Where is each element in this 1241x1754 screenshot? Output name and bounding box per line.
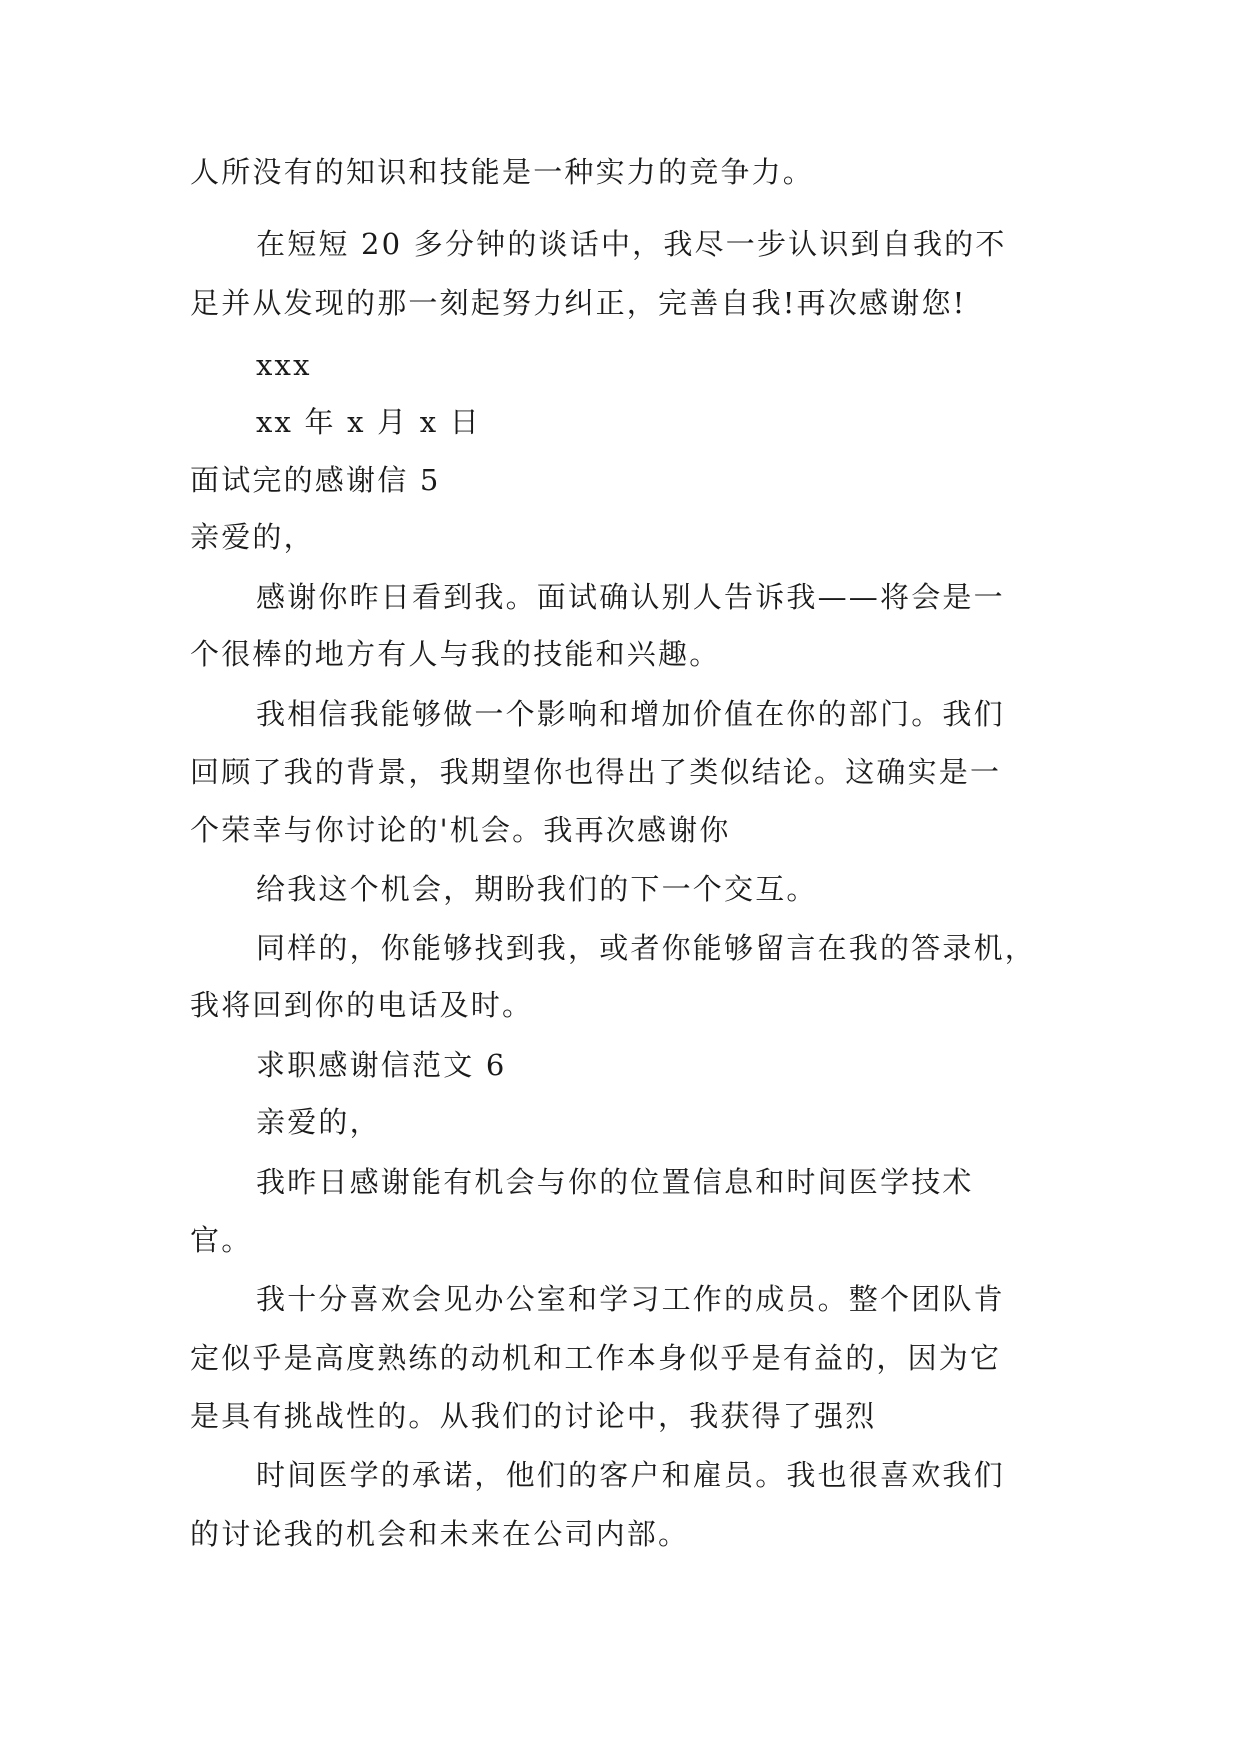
salutation: 亲爱的， <box>190 520 315 554</box>
text-line: 的讨论我的机会和未来在公司内部。 <box>190 1517 690 1551</box>
text-line: 我将回到你的电话及时。 <box>190 988 534 1022</box>
text-line: 我十分喜欢会见办公室和学习工作的成员。整个团队肯 <box>256 1282 1005 1316</box>
text-line: 我昨日感谢能有机会与你的位置信息和时间医学技术 <box>256 1165 974 1199</box>
section-heading: 面试完的感谢信 5 <box>190 463 441 497</box>
text-line: 个很棒的地方有人与我的技能和兴趣。 <box>190 637 721 671</box>
text-line: 在短短 20 多分钟的谈话中，我尽一步认识到自我的不 <box>256 227 1007 261</box>
text-line: 给我这个机会，期盼我们的下一个交互。 <box>256 872 818 906</box>
text-line: 个荣幸与你讨论的'机会。我再次感谢你 <box>190 813 731 847</box>
text-line: 官。 <box>190 1223 253 1257</box>
section-heading: 求职感谢信范文 6 <box>256 1048 507 1082</box>
signature-date: xx 年 x 月 x 日 <box>256 405 481 439</box>
signature-name: xxx <box>256 348 312 382</box>
text-line: 时间医学的承诺，他们的客户和雇员。我也很喜欢我们 <box>256 1458 1005 1492</box>
text-line: 同样的，你能够找到我，或者你能够留言在我的答录机， <box>256 931 1037 965</box>
salutation: 亲爱的， <box>256 1105 381 1139</box>
text-line: 感谢你昨日看到我。面试确认别人告诉我——将会是一 <box>256 580 1005 614</box>
text-line: 回顾了我的背景，我期望你也得出了类似结论。这确实是一 <box>190 755 1002 789</box>
text-line: 足并从发现的那一刻起努力纠正，完善自我!再次感谢您! <box>190 286 967 320</box>
text-line: 我相信我能够做一个影响和增加价值在你的部门。我们 <box>256 697 1005 731</box>
text-line: 人所没有的知识和技能是一种实力的竞争力。 <box>190 155 815 189</box>
text-line: 定似乎是高度熟练的动机和工作本身似乎是有益的，因为它 <box>190 1341 1002 1375</box>
text-line: 是具有挑战性的。从我们的讨论中，我获得了强烈 <box>190 1399 877 1433</box>
